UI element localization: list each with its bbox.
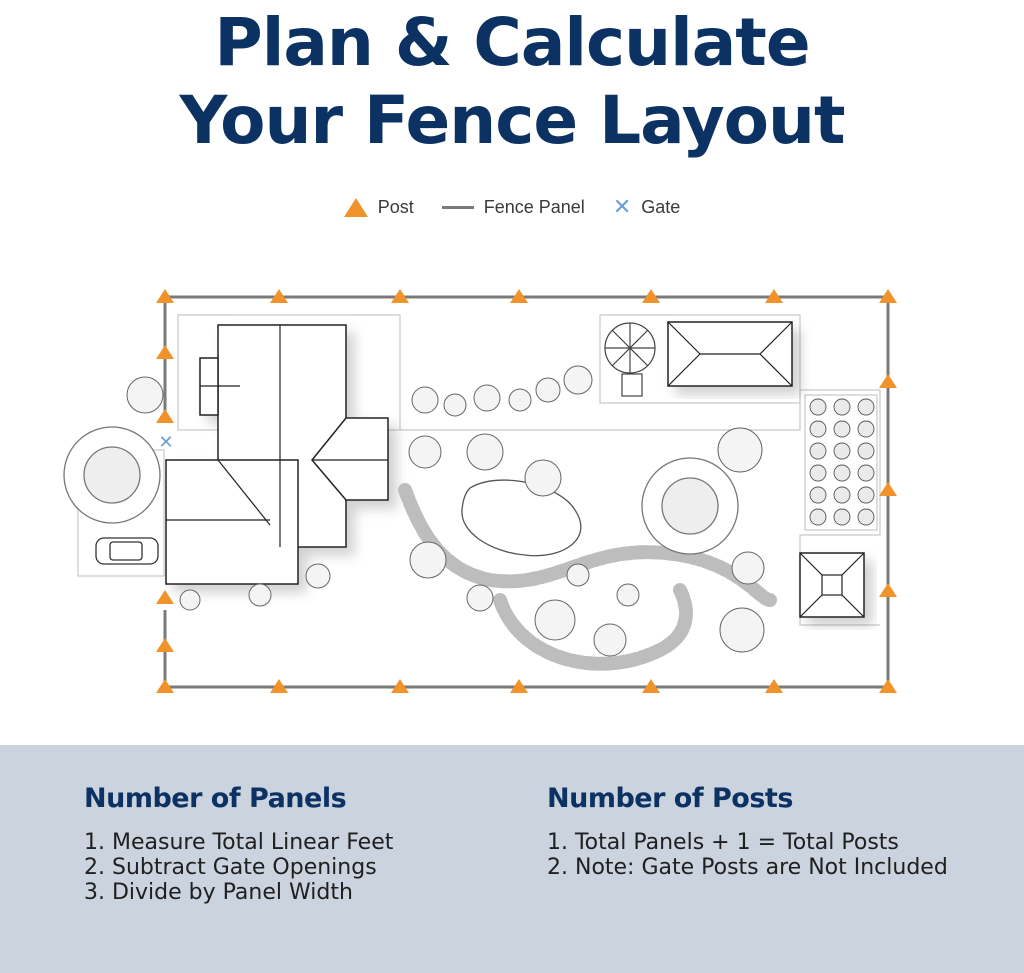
post-triangle-icon	[344, 198, 368, 217]
panels-steps	[84, 830, 393, 905]
page-title-line-2: Your Fence Layout	[179, 82, 845, 159]
post-left-2	[156, 409, 174, 423]
legend	[0, 196, 1024, 218]
posts-step: 2. Note: Gate Posts are Not Included	[547, 855, 948, 880]
post-left-3	[156, 590, 174, 604]
gate-marker: ✕	[158, 432, 174, 453]
legend-gate-label: Gate	[641, 196, 681, 217]
panels-column	[84, 783, 393, 905]
legend-post-label: Post	[377, 196, 414, 217]
panels-step: 3. Divide by Panel Width	[84, 880, 353, 905]
post-right-1	[879, 374, 897, 388]
post-right-3	[879, 583, 897, 597]
post-left-1	[156, 345, 174, 359]
post-left-4	[156, 638, 174, 652]
garden-bed-flowers	[810, 399, 874, 525]
legend-gate	[613, 196, 680, 218]
legend-post	[344, 197, 414, 218]
house	[166, 325, 388, 584]
fence-line-icon	[442, 206, 474, 209]
instructions-panel	[0, 745, 1024, 973]
gate-x-icon: ✕	[612, 194, 632, 219]
car	[96, 538, 158, 564]
post-right-2	[879, 482, 897, 496]
legend-fence-panel	[442, 197, 585, 218]
house-garage	[166, 460, 298, 584]
panels-step: 1. Measure Total Linear Feet	[84, 830, 394, 855]
legend-fence-panel-label: Fence Panel	[483, 196, 585, 217]
pond	[462, 480, 581, 556]
posts-steps	[547, 830, 948, 880]
yard-layout-diagram	[0, 270, 1024, 710]
panels-step: 2. Subtract Gate Openings	[84, 855, 377, 880]
posts-step: 1. Total Panels + 1 = Total Posts	[547, 830, 899, 855]
page-title-line-1: Plan & Calculate	[214, 4, 810, 81]
posts-column	[547, 783, 948, 880]
panels-heading: Number of Panels	[84, 783, 347, 814]
patio-umbrella	[605, 323, 655, 396]
posts-heading: Number of Posts	[547, 783, 793, 814]
